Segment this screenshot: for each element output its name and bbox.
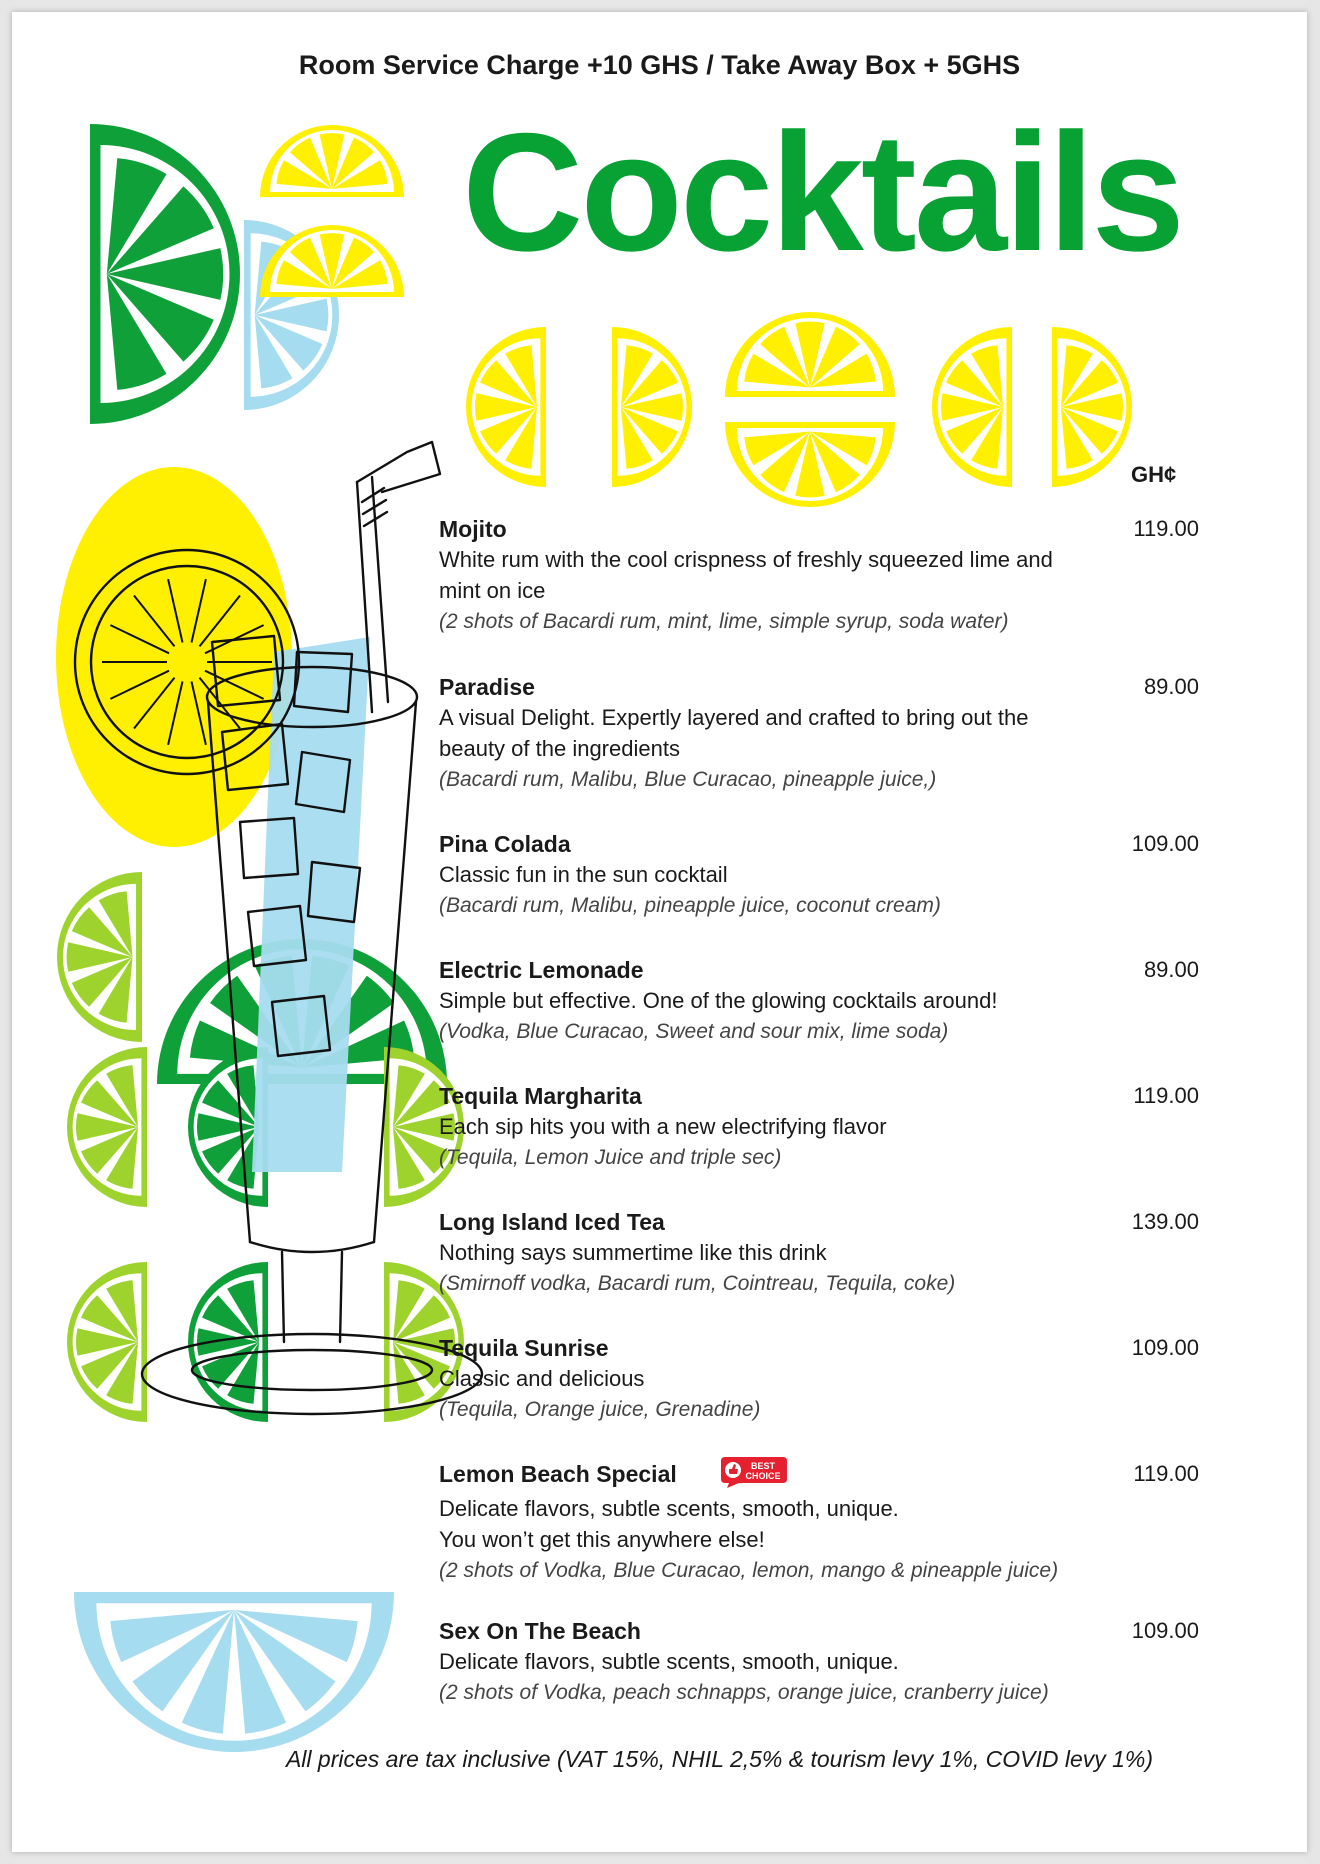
item-ingredients: (Tequila, Lemon Juice and triple sec) <box>439 1146 782 1169</box>
item-description: Classic fun in the sun cocktail <box>439 862 728 887</box>
citrus-slice-decoration <box>260 125 404 197</box>
item-description: Classic and delicious <box>439 1366 645 1391</box>
item-name-row <box>439 1459 1199 1493</box>
currency-label: GH¢ <box>1131 462 1177 487</box>
page-title: Cocktails <box>462 98 1182 286</box>
badge-line2: CHOICE <box>745 1471 781 1481</box>
item-ingredients: (2 shots of Vodka, peach schnapps, orange juice, cranberry juice) <box>439 1681 1049 1704</box>
item-name: Tequila Sunrise <box>439 1335 609 1361</box>
menu-item-tequila-margharita <box>439 1081 1199 1173</box>
citrus-slice-decoration <box>67 1047 147 1207</box>
item-price: 89.00 <box>1143 957 1199 982</box>
item-ingredients: (Vodka, Blue Curacao, Sweet and sour mix, lime soda) <box>439 1020 949 1043</box>
item-description: A visual Delight. Expertly layered and crafted to bring out the beauty of the ingredients <box>439 705 1029 761</box>
item-description: Simple but effective. One of the glowing cocktails around! <box>439 988 998 1013</box>
item-name: Paradise <box>439 674 535 700</box>
service-charge-notice: Room Service Charge +10 GHS / Take Away Box + 5GHS <box>298 50 1021 80</box>
menu-item-sex-on-the-beach <box>439 1616 1199 1708</box>
item-ingredients: (2 shots of Bacardi rum, mint, lime, simple syrup, soda water) <box>439 610 1009 633</box>
citrus-slice-decoration <box>67 1262 147 1422</box>
item-price: 139.00 <box>1131 1209 1199 1234</box>
item-ingredients: (Tequila, Orange juice, Grenadine) <box>439 1398 761 1421</box>
menu-item-long-island-iced-tea <box>439 1207 1199 1299</box>
item-name: Pina Colada <box>439 831 571 857</box>
citrus-slice-decoration <box>1052 327 1132 487</box>
menu-page <box>12 12 1307 1852</box>
item-description: White rum with the cool crispness of freshly squeezed lime and mint on ice <box>439 547 1053 603</box>
item-ingredients: (2 shots of Vodka, Blue Curacao, lemon, mango & pineapple juice) <box>439 1559 1059 1582</box>
item-ingredients: (Bacardi rum, Malibu, Blue Curacao, pineapple juice,) <box>439 768 937 791</box>
item-ingredients: (Bacardi rum, Malibu, pineapple juice, coconut cream) <box>439 894 941 917</box>
item-price: 109.00 <box>1131 1335 1199 1360</box>
item-name: Sex On The Beach <box>439 1618 641 1644</box>
tax-footer: All prices are tax inclusive (VAT 15%, NHIL 2,5% & tourism levy 1%, COVID levy 1%) <box>285 1746 1154 1772</box>
citrus-slice-decoration <box>612 327 692 487</box>
citrus-slice-decoration <box>90 124 240 424</box>
citrus-slice-decoration <box>725 422 895 507</box>
item-price: 119.00 <box>1133 1083 1199 1108</box>
menu-item-paradise <box>439 672 1199 795</box>
item-name: Tequila Margharita <box>439 1083 642 1109</box>
menu-item-lemon-beach-special <box>439 1459 1199 1586</box>
citrus-slice-decoration <box>932 327 1012 487</box>
item-description: Each sip hits you with a new electrifying flavor <box>439 1114 887 1139</box>
menu-item-electric-lemonade <box>439 955 1199 1047</box>
item-name: Long Island Iced Tea <box>439 1209 665 1235</box>
badge-line1: BEST <box>751 1461 776 1471</box>
citrus-slice-decoration <box>466 327 546 487</box>
citrus-slice-decoration <box>57 872 142 1042</box>
item-description: Delicate flavors, subtle scents, smooth, unique. <box>439 1496 899 1521</box>
item-description: Delicate flavors, subtle scents, smooth, unique. <box>439 1649 899 1674</box>
item-price: 89.00 <box>1143 674 1199 699</box>
item-price: 109.00 <box>1131 1618 1199 1643</box>
item-description: Nothing says summertime like this drink <box>439 1240 827 1265</box>
item-price: 119.00 <box>1133 516 1199 541</box>
item-price: 119.00 <box>1133 1461 1199 1486</box>
item-price: 109.00 <box>1131 831 1199 856</box>
citrus-slice-decoration <box>725 312 895 397</box>
item-name: Mojito <box>439 516 507 542</box>
item-name: Electric Lemonade <box>439 957 644 983</box>
item-name: Lemon Beach Special <box>439 1461 677 1488</box>
citrus-slice-decoration <box>188 1262 268 1422</box>
menu-item-mojito <box>439 514 1199 637</box>
menu-item-pina-colada <box>439 829 1199 921</box>
item-description-2: You won’t get this anywhere else! <box>439 1527 765 1552</box>
item-ingredients: (Smirnoff vodka, Bacardi rum, Cointreau, Tequila, coke) <box>439 1272 956 1295</box>
menu-item-tequila-sunrise <box>439 1333 1199 1425</box>
citrus-slice-decoration <box>74 1592 394 1752</box>
best-choice-badge <box>717 1455 789 1489</box>
